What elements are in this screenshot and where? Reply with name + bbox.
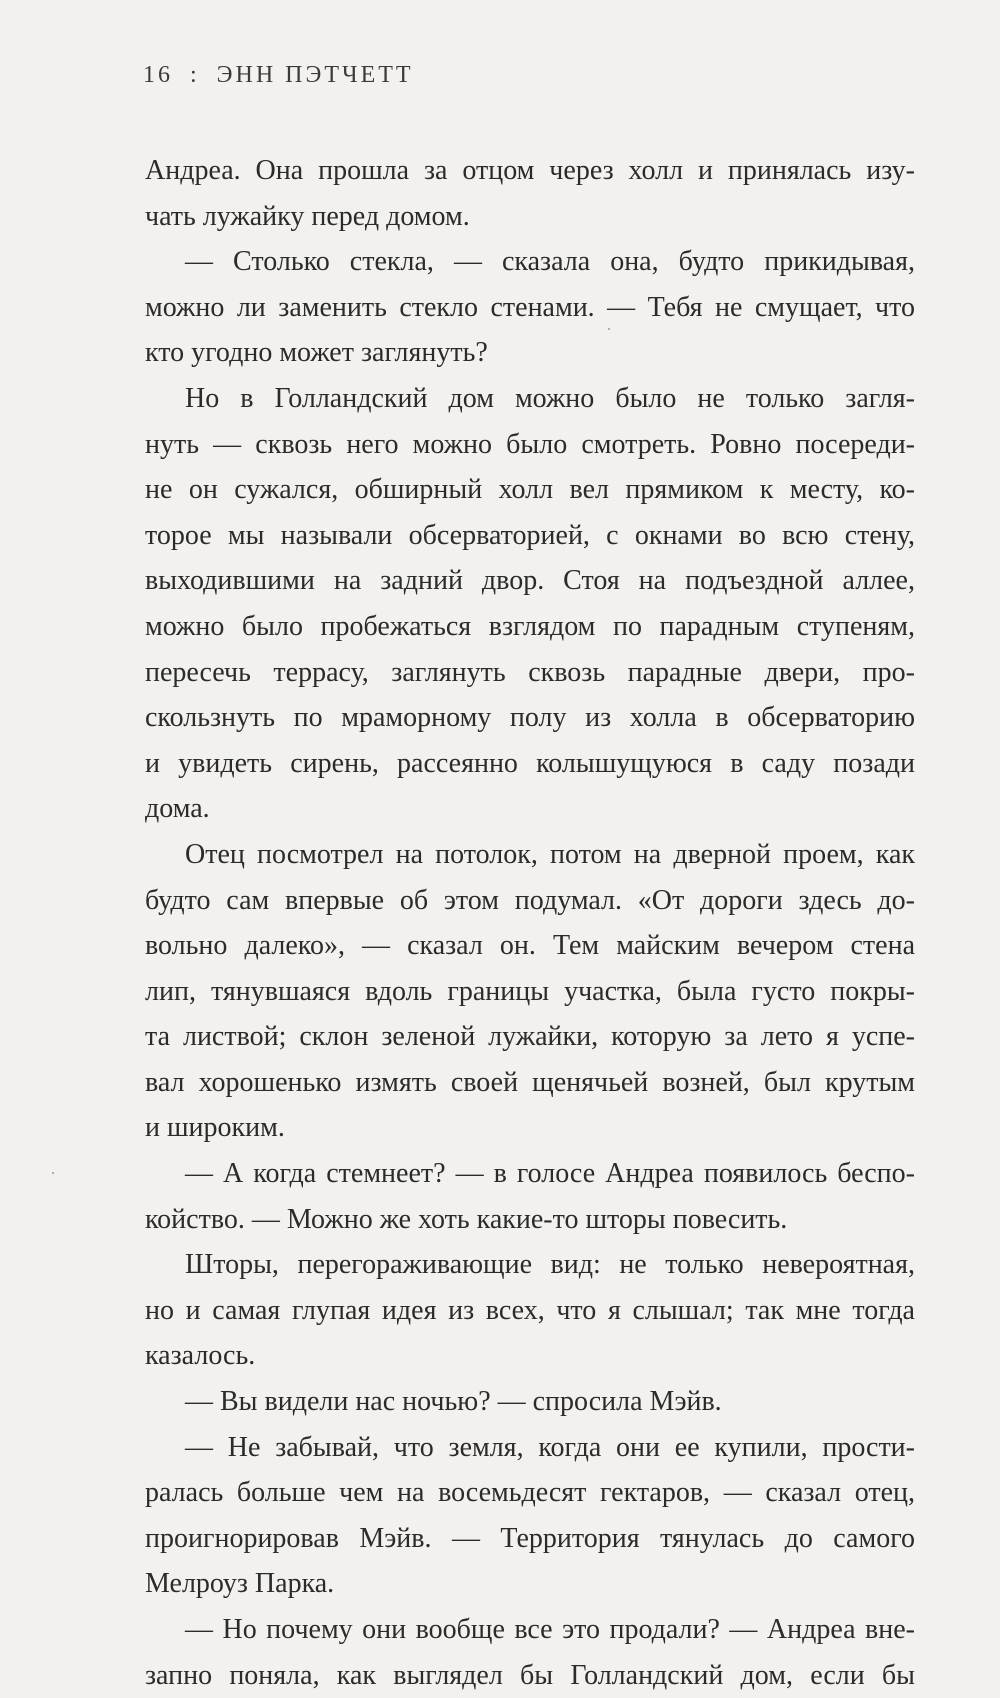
- body-text: [145, 148, 915, 1698]
- text-line: кто угодно может заглянуть?: [145, 337, 488, 369]
- text-line: вал хорошенько измять своей щенячьей возней, был крутым: [145, 1066, 915, 1098]
- text-line: не он сужался, обширный холл вел прямиком к месту, ко-: [145, 474, 915, 506]
- text-line: — Но почему они вообще все это продали? — Андреа вне-: [185, 1614, 915, 1645]
- text-line: выходившими на задний двор. Стоя на подъездной аллее,: [145, 565, 915, 597]
- text-line: но и самая глупая идея из всех, что я слышал; так мне тогда: [145, 1294, 915, 1326]
- text-line: будто сам впервые об этом подумал. «От дороги здесь до-: [145, 884, 915, 916]
- running-head: [143, 62, 414, 89]
- text-line: торое мы называли обсерваторией, с окнами во всю стену,: [145, 519, 915, 551]
- paper-speck: [608, 328, 610, 330]
- text-line: скользнуть по мраморному полу из холла в обсерваторию: [145, 702, 915, 734]
- page-number: 16: [143, 62, 173, 88]
- text-line: нуть — сквозь него можно было смотреть. Ровно посереди-: [145, 428, 915, 460]
- header-separator: :: [190, 62, 200, 88]
- paragraph: [145, 239, 915, 376]
- text-line: койство. — Можно же хоть какие-то шторы повесить.: [145, 1203, 788, 1235]
- text-line: можно ли заменить стекло стенами. — Тебя не смущает, что: [145, 291, 915, 323]
- paragraph: [145, 1607, 915, 1698]
- text-line: — А когда стемнеет? — в голосе Андреа появилось беспо-: [185, 1158, 915, 1190]
- text-line: и увидеть сирень, рассеянно колышущуюся в саду позади: [145, 747, 915, 779]
- text-line: Шторы, перегораживающие вид: не только невероятная,: [185, 1249, 915, 1281]
- text-line: — Вы видели нас ночью? — спросила Мэйв.: [185, 1386, 722, 1418]
- text-line: дома.: [145, 793, 210, 825]
- text-line: ралась больше чем на восемьдесят гектаров, — сказал отец,: [145, 1477, 915, 1509]
- text-line: — Столько стекла, — сказала она, будто прикидывая,: [185, 246, 915, 278]
- paper-speck: [52, 1172, 54, 1174]
- paragraph: [145, 1242, 915, 1379]
- text-line: запно поняла, как выглядел бы Голландский дом, если бы: [145, 1659, 915, 1691]
- text-line: — Не забывай, что земля, когда они ее купили, прости-: [185, 1431, 915, 1463]
- paragraph: [145, 148, 915, 239]
- text-line: чать лужайку перед домом.: [145, 200, 470, 232]
- text-line: Отец посмотрел на потолок, потом на дверной проем, как: [185, 838, 915, 870]
- text-line: Андреа. Она прошла за отцом через холл и принялась изу-: [145, 155, 915, 186]
- text-line: проигнорировав Мэйв. — Территория тянулась до самого: [145, 1522, 915, 1554]
- text-line: пересечь террасу, заглянуть сквозь парадные двери, про-: [145, 656, 915, 688]
- paragraph: [145, 832, 915, 1151]
- text-line: Мелроуз Парка.: [145, 1568, 335, 1600]
- text-line: лип, тянувшаяся вдоль границы участка, была густо покры-: [145, 975, 915, 1007]
- text-line: можно было пробежаться взглядом по парадным ступеням,: [145, 610, 915, 642]
- author-name: ЭНН ПЭТЧЕТТ: [216, 62, 414, 88]
- text-line: вольно далеко», — сказал он. Тем майским вечером стена: [145, 930, 915, 962]
- text-line: казалось.: [145, 1340, 256, 1372]
- paragraph: [145, 1379, 915, 1425]
- paragraph: [145, 1425, 915, 1607]
- text-line: та листвой; склон зеленой лужайки, которую за лето я успе-: [145, 1021, 915, 1053]
- paragraph: [145, 376, 915, 832]
- text-line: и широким.: [145, 1112, 285, 1144]
- paragraph: [145, 1151, 915, 1242]
- text-line: Но в Голландский дом можно было не только загля-: [185, 382, 915, 414]
